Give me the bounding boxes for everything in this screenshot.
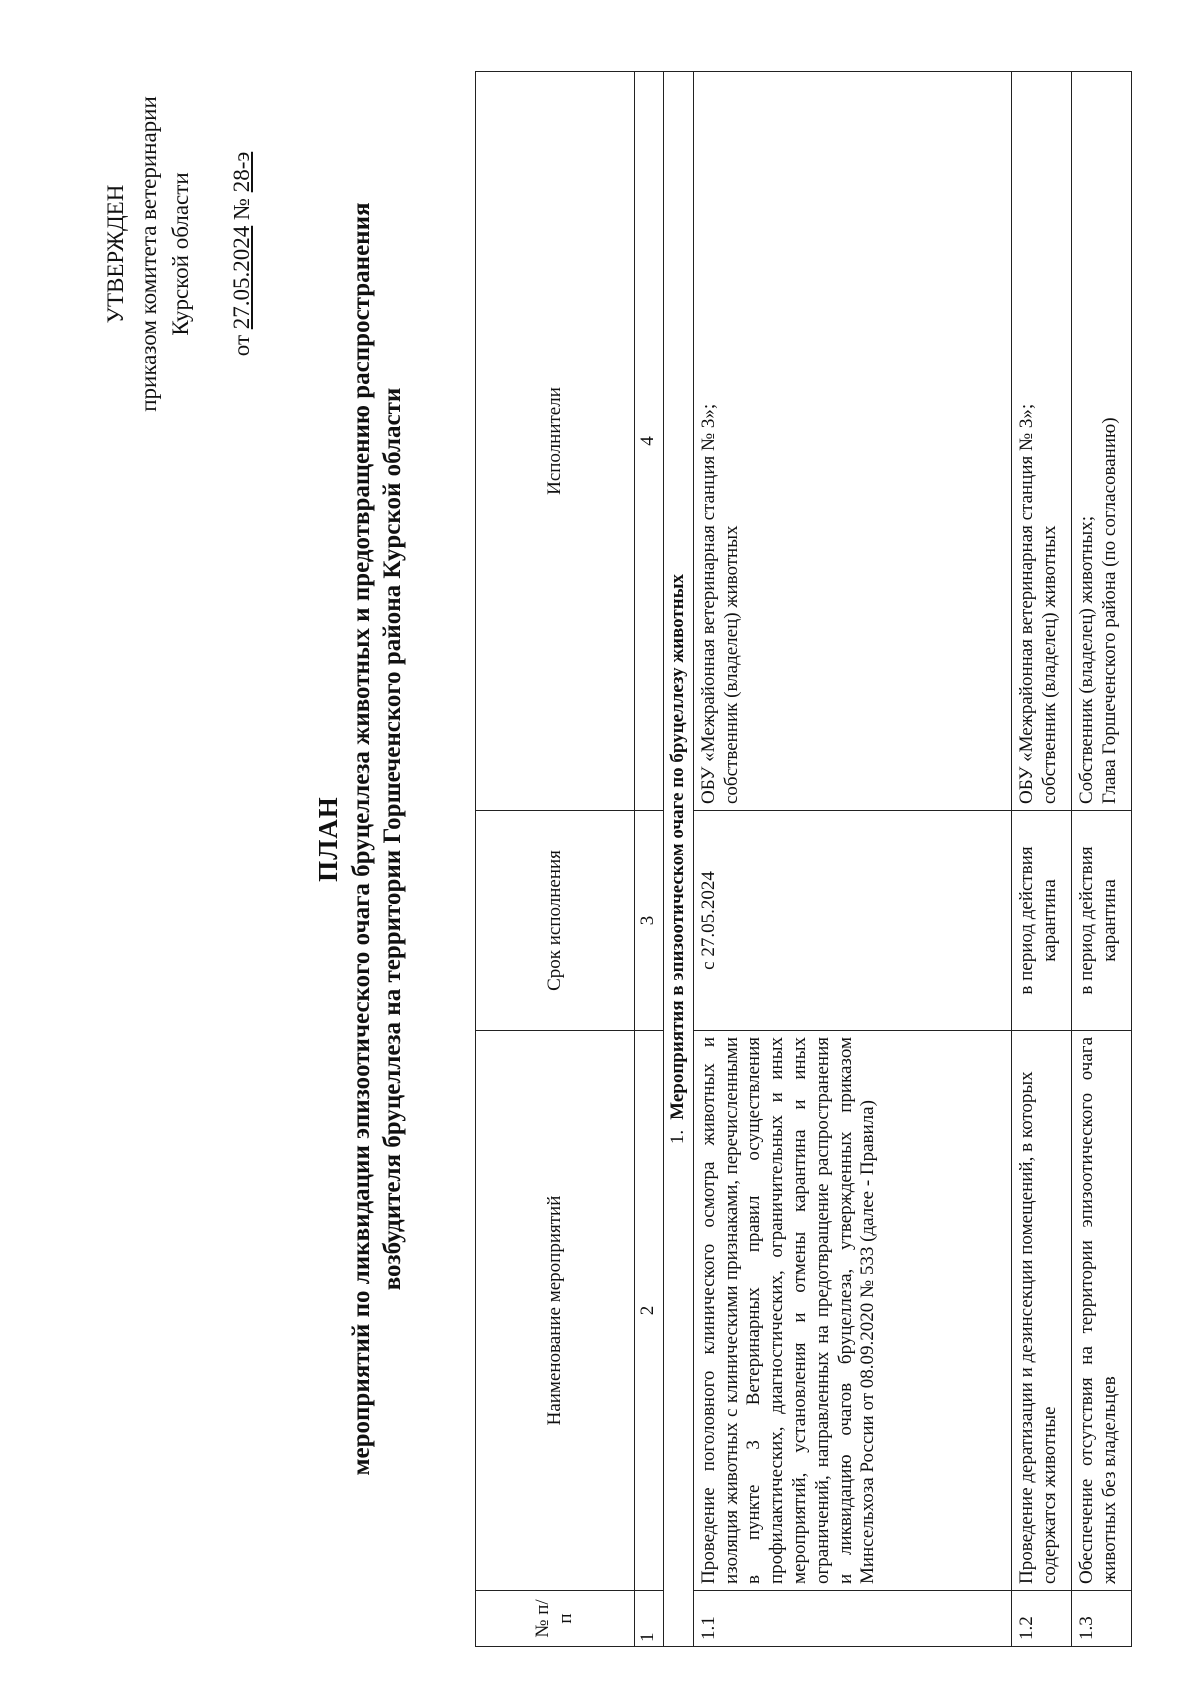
approval-number: 28-э [228, 151, 254, 193]
row-number: 1.3 [1071, 1591, 1131, 1647]
row-deadline: в период действия карантина [1011, 811, 1071, 1031]
plan-heading [312, 129, 408, 1549]
row-executor-2: собственник (владелец) животных [1038, 525, 1060, 804]
approval-title: УТВЕРЖДЕН [103, 184, 128, 324]
row-executor-1: ОБУ «Межрайонная ветеринарная станция № 3»; [697, 403, 719, 804]
document-subtitle-line-1: мероприятий по ликвидации эпизоотического очага бруцеллеза животных и предотвращению распространения [347, 202, 375, 1476]
row-activity: Проведение дератизации и дезинсекции помещений, в которых содержатся животные [1011, 1031, 1071, 1591]
table-row [693, 72, 1011, 1647]
row-executor-2: собственник (владелец) животных [720, 525, 742, 804]
column-number-row [635, 72, 664, 1647]
date-prefix: от [228, 335, 254, 357]
header-num: № п/п [476, 1591, 635, 1647]
document-subtitle-line-2: возбудителя бруцеллеза на территории Горшеченского района Курской области [379, 387, 406, 1291]
row-executors [1011, 72, 1071, 811]
section-title: Мероприятия в эпизоотическом очаге по бруцеллезу животных [667, 573, 688, 1120]
number-prefix: № [228, 198, 254, 220]
approval-date: 27.05.2024 [228, 225, 254, 330]
plan-table [475, 71, 1132, 1647]
row-number: 1.1 [693, 1591, 1011, 1647]
section-number: 1. [667, 1129, 688, 1145]
approval-region: Курской области [168, 172, 194, 336]
row-executor-2: Глава Горшеченского района (по согласованию) [1098, 417, 1120, 804]
header-activity: Наименование мероприятий [476, 1031, 635, 1591]
section-cell [664, 72, 694, 1647]
col-number-2: 2 [635, 1031, 664, 1591]
row-executor-1: ОБУ «Межрайонная ветеринарная станция № 3»; [1015, 403, 1037, 804]
col-number-3: 3 [635, 811, 664, 1031]
header-executors: Исполнители [476, 72, 635, 811]
col-number-1: 1 [635, 1591, 664, 1647]
col-number-4: 4 [635, 72, 664, 811]
header-deadline: Срок исполнения [476, 811, 635, 1031]
row-executors [693, 72, 1011, 811]
row-deadline: с 27.05.2024 [693, 811, 1011, 1031]
table-header-row [476, 72, 635, 1647]
table-row [1071, 72, 1131, 1647]
document-title: ПЛАН [313, 796, 343, 882]
row-number: 1.2 [1011, 1591, 1071, 1647]
row-executors [1071, 72, 1131, 811]
approval-authority: приказом комитета ветеринарии [135, 96, 161, 412]
row-deadline: в период действия карантина [1071, 811, 1131, 1031]
approval-date-line [226, 94, 259, 414]
section-row [664, 72, 694, 1647]
row-activity: Обеспечение отсутствия на территории эпизоотического очага животных без владельцев [1071, 1031, 1131, 1591]
row-activity: Проведение поголовного клинического осмотра животных и изоляция животных с клиническими признаками, перечисленными в пункте 3 Ветеринарных правил осуществления профилактических, диагностических, ограничительных и иных мероприятий, установления и отмены карантина и иных ограничений, направленных на предотвращение распространения и ликвидацию очагов бруцеллеза, утвержденных приказом Минсельхоза России от 08.09.2020 № 533 (далее - Правила) [693, 1031, 1011, 1591]
approval-block [100, 94, 259, 414]
table-row [1011, 72, 1071, 1647]
row-executor-1: Собственник (владелец) животных; [1075, 516, 1097, 804]
